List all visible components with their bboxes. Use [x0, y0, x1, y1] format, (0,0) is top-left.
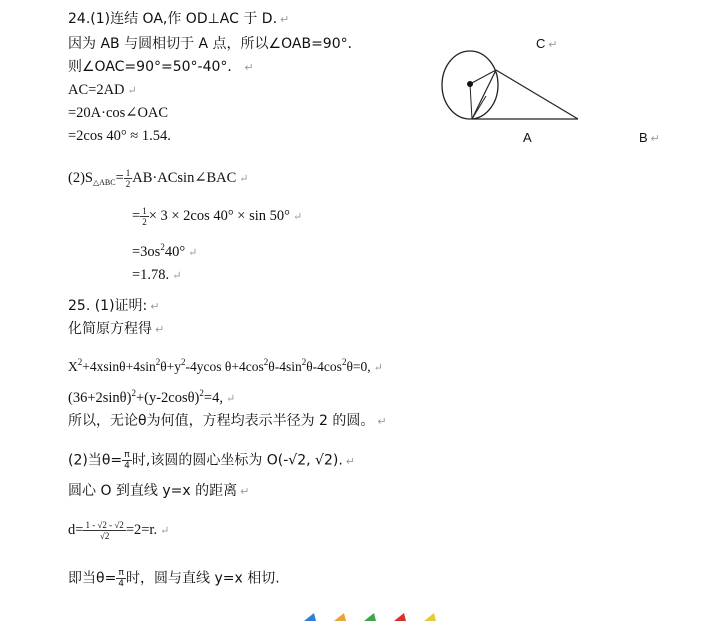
- fraction-distance: $\frac{1 - √2 - √2}{√2}$: [85, 520, 124, 541]
- segment-ac-inner: [472, 70, 496, 119]
- line-24-6: =2cos 40° ≈ 1.54.: [68, 128, 171, 144]
- line-25-distance: 圆心 O 到直线 y=x 的距离 ↵: [68, 483, 250, 499]
- line-25-standard-form: $(36+2\sin\theta)^2+(y-2\cos\theta)^2=4$, ↵: [68, 388, 236, 406]
- return-mark: ↵: [377, 415, 387, 428]
- return-mark: ↵: [127, 85, 137, 97]
- color-wedges: [300, 609, 440, 621]
- fraction-half: $\frac{1}{2}$: [125, 168, 131, 189]
- line-25-1: 25. (1)证明: ↵: [68, 298, 160, 314]
- line-24-area-2: = $\frac{1}{2}$ × 3 × 2cos 40° × sin 50° ↵: [132, 206, 303, 227]
- return-mark: ↵: [548, 39, 558, 51]
- line-24-2: 因为 AB 与圆相切于 A 点，所以∠OAB=90°．: [68, 36, 362, 52]
- return-mark: ↵: [244, 61, 254, 74]
- return-mark: ↵: [650, 133, 660, 145]
- segment-od: [472, 96, 486, 119]
- line-24-5: =20A·cos∠OAC: [68, 105, 169, 121]
- return-mark: ↵: [160, 524, 170, 537]
- line-24-area-4: =1.78. ↵: [132, 267, 182, 283]
- return-mark: ↵: [280, 13, 290, 26]
- line-24-area-3: $=3os^240^\circ$ ↵: [132, 242, 198, 260]
- return-mark: ↵: [225, 393, 236, 405]
- line-25-conclusion: 所以，无论θ为何值，方程均表示半径为 2 的圆。 ↵: [68, 413, 387, 429]
- return-mark: ↵: [155, 323, 165, 336]
- line-25-final: 即当θ= $\frac{\pi}{4}$ 时，圆与直线 y=x 相切.: [68, 568, 280, 589]
- decorative-color-marks: [300, 608, 440, 626]
- fraction-pi-over-4: $\frac{\pi}{4}$: [118, 568, 125, 589]
- fraction-half: $\frac{1}{2}$: [142, 206, 147, 227]
- segment-cb: [496, 70, 578, 119]
- fraction-pi-over-4: $\frac{\pi}{4}$: [124, 450, 130, 471]
- return-mark: ↵: [172, 270, 182, 282]
- circle-tangent-diagram: [436, 40, 706, 150]
- return-mark: ↵: [239, 172, 249, 185]
- label-c: C ↵: [536, 36, 558, 51]
- segment-oa: [470, 84, 472, 119]
- return-mark: ↵: [240, 485, 250, 498]
- line-24-3: 则∠OAC=90°=50°-40°． ↵: [68, 59, 254, 75]
- return-mark: ↵: [150, 300, 160, 313]
- return-mark: ↵: [292, 210, 303, 223]
- line-25-distance-formula: d= $\frac{1 - √2 - √2}{√2}$ =2=r. ↵: [68, 520, 170, 541]
- return-mark: ↵: [345, 454, 355, 468]
- return-mark: ↵: [373, 362, 383, 374]
- line-25-2: 化简原方程得 ↵: [68, 321, 165, 337]
- center-point-o: [467, 81, 473, 87]
- return-mark: ↵: [188, 247, 198, 259]
- line-25-equation: $X^2+4xsin\theta+4\sin^2\theta+y^2-4ycos$ $\theta+4\cos^2\theta-4\sin^2\theta-4\cos^2\theta=0$, ↵: [68, 357, 383, 374]
- line-25-2-center: (2)当θ= $\frac{\pi}{4}$ 时,该圆的圆心坐标为 O(-√2, √2). ↵: [68, 450, 355, 471]
- geometry-figure: [436, 40, 706, 155]
- line-24-1: 24.(1)连结 OA,作 OD⊥AC 于 D. ↵: [68, 11, 290, 27]
- label-b: B ↵: [639, 130, 660, 145]
- line-24-area: $(2)S_{\triangle ABC}=$ $\frac{1}{2}$ AB·ACsin∠BAC ↵: [68, 168, 249, 189]
- label-a: A: [523, 130, 532, 145]
- line-24-4: AC=2AD ↵: [68, 82, 137, 98]
